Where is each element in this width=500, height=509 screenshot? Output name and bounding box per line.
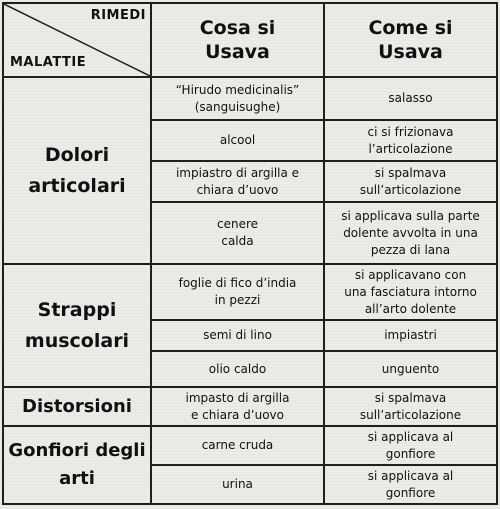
cosa-cell: impasto di argilla e chiara d’uovo — [151, 387, 324, 426]
disease-cell: Gonfiori degli arti — [3, 426, 151, 504]
come-cell: si applicava al gonfiore — [324, 426, 497, 465]
cosa-cell: impiastro di argilla e chiara d’uovo — [151, 161, 324, 202]
remedies-table — [2, 2, 498, 505]
cosa-cell: cenere calda — [151, 202, 324, 264]
come-cell: si applicava al gonfiore — [324, 465, 497, 504]
table-row — [3, 264, 497, 320]
cosa-cell: foglie di fico d’india in pezzi — [151, 264, 324, 320]
come-cell: impiastri — [324, 320, 497, 351]
rimedi-label: RIMEDI — [90, 8, 146, 23]
come-cell: unguento — [324, 351, 497, 387]
table-row — [3, 387, 497, 426]
corner-header-cell — [3, 3, 151, 77]
come-cell: salasso — [324, 77, 497, 120]
table-row — [3, 77, 497, 120]
cosa-cell: alcool — [151, 120, 324, 161]
come-cell: ci si frizionava l’articolazione — [324, 120, 497, 161]
come-cell: si applicava sulla parte dolente avvolta in una pezza di lana — [324, 202, 497, 264]
cosa-cell: “Hirudo medicinalis” (sanguisughe) — [151, 77, 324, 120]
come-cell: si spalmava sull’articolazione — [324, 161, 497, 202]
disease-cell: Distorsioni — [3, 387, 151, 426]
disease-cell: Dolori articolari — [3, 77, 151, 264]
table-row — [3, 426, 497, 465]
cosa-cell: olio caldo — [151, 351, 324, 387]
disease-cell: Strappi muscolari — [3, 264, 151, 387]
column-header-cosa: Cosa si Usava — [151, 3, 324, 77]
malattie-label: MALATTIE — [10, 55, 87, 70]
come-cell: si applicavano con una fasciatura intorno all’arto dolente — [324, 264, 497, 320]
header-row — [3, 3, 497, 77]
cosa-cell: carne cruda — [151, 426, 324, 465]
column-header-come: Come si Usava — [324, 3, 497, 77]
come-cell: si spalmava sull’articolazione — [324, 387, 497, 426]
cosa-cell: urina — [151, 465, 324, 504]
cosa-cell: semi di lino — [151, 320, 324, 351]
